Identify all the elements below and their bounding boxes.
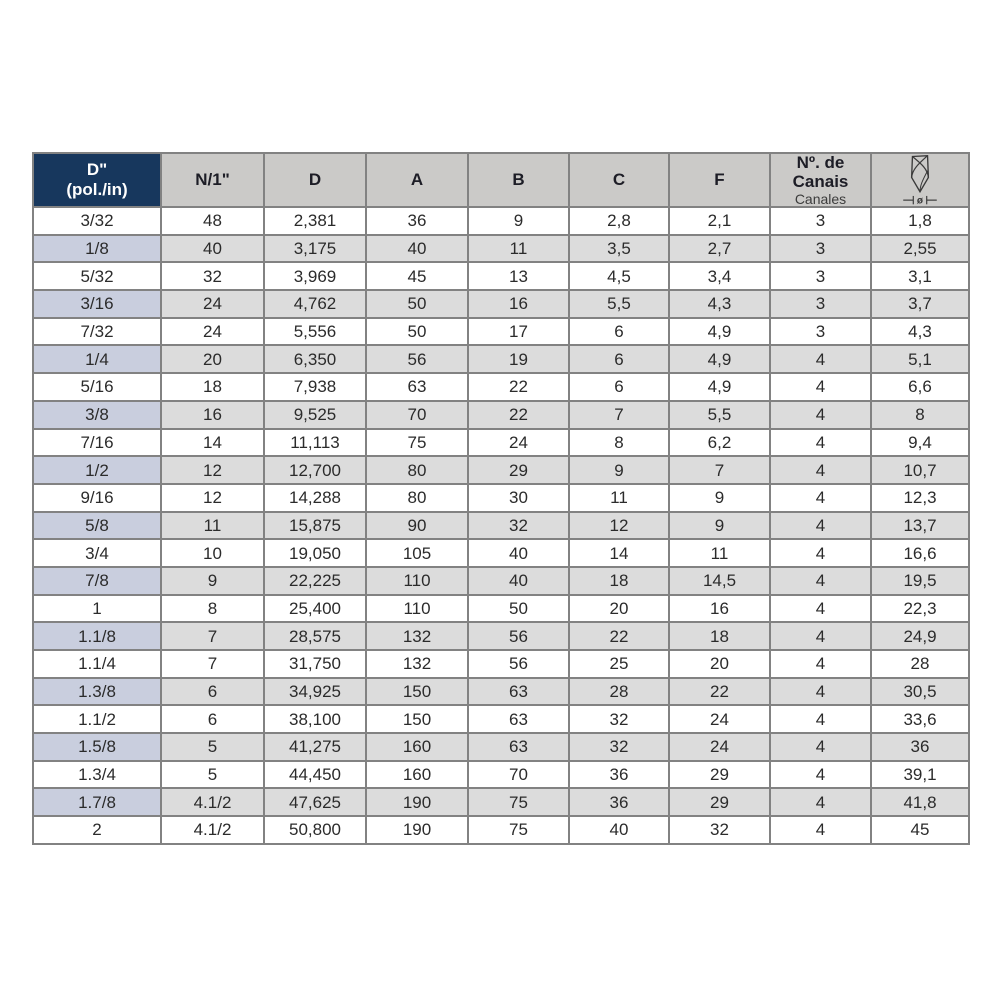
table-cell: 40 [468, 567, 569, 595]
table-cell: 4 [770, 622, 871, 650]
table-cell: 63 [468, 733, 569, 761]
table-row [33, 816, 969, 844]
table-cell: 56 [468, 650, 569, 678]
table-cell: 4,9 [669, 345, 770, 373]
table-cell: 40 [366, 235, 468, 263]
table-cell: 11 [468, 235, 569, 263]
table-cell: 9 [161, 567, 264, 595]
table-cell: 36 [366, 207, 468, 235]
table-cell: 22 [569, 622, 669, 650]
table-cell: 45 [871, 816, 969, 844]
table-cell: 31,750 [264, 650, 366, 678]
table-cell: 56 [366, 345, 468, 373]
table-cell: 30 [468, 484, 569, 512]
table-cell: 19,050 [264, 539, 366, 567]
table-cell: 9 [669, 484, 770, 512]
table-cell: 4 [770, 567, 871, 595]
table-row [33, 788, 969, 816]
table-cell: 34,925 [264, 678, 366, 706]
table-cell: 7 [161, 650, 264, 678]
table-cell: 7 [569, 401, 669, 429]
table-cell: 13,7 [871, 512, 969, 540]
table-cell: 16 [669, 595, 770, 623]
table-cell: 9 [669, 512, 770, 540]
table-cell: 4 [770, 512, 871, 540]
table-cell: 40 [161, 235, 264, 263]
table-row [33, 705, 969, 733]
table-cell: 29 [669, 788, 770, 816]
table-cell: 50 [366, 290, 468, 318]
svg-text:ø: ø [916, 195, 924, 206]
table-cell: 29 [468, 456, 569, 484]
table-cell: 29 [669, 761, 770, 789]
table-cell: 132 [366, 650, 468, 678]
table-cell: 10 [161, 539, 264, 567]
table-cell: 40 [468, 539, 569, 567]
table-cell: 9 [569, 456, 669, 484]
table-cell: 1.1/8 [33, 622, 161, 650]
table-row [33, 373, 969, 401]
table-cell: 6,6 [871, 373, 969, 401]
table-cell: 1/4 [33, 345, 161, 373]
header-f: F [669, 153, 770, 207]
table-cell: 75 [468, 788, 569, 816]
table-cell: 1,8 [871, 207, 969, 235]
table-cell: 150 [366, 678, 468, 706]
table-cell: 44,450 [264, 761, 366, 789]
table-cell: 14,5 [669, 567, 770, 595]
table-cell: 3 [770, 262, 871, 290]
table-cell: 5,5 [669, 401, 770, 429]
table-cell: 18 [669, 622, 770, 650]
table-cell: 24,9 [871, 622, 969, 650]
table-cell: 3 [770, 235, 871, 263]
table-cell: 32 [569, 705, 669, 733]
table-row [33, 290, 969, 318]
table-cell: 80 [366, 456, 468, 484]
table-cell: 2,55 [871, 235, 969, 263]
table-cell: 9 [468, 207, 569, 235]
table-cell: 6 [569, 345, 669, 373]
table-cell: 7/8 [33, 567, 161, 595]
table-row [33, 733, 969, 761]
table-body [33, 207, 969, 844]
table-cell: 9,4 [871, 429, 969, 457]
table-cell: 28 [871, 650, 969, 678]
table-cell: 19,5 [871, 567, 969, 595]
table-cell: 39,1 [871, 761, 969, 789]
header-n-per-inch: N/1" [161, 153, 264, 207]
table-cell: 25 [569, 650, 669, 678]
table-row [33, 761, 969, 789]
table-cell: 4 [770, 650, 871, 678]
table-cell: 2 [33, 816, 161, 844]
header-a: A [366, 153, 468, 207]
table-cell: 63 [468, 705, 569, 733]
table-cell: 4 [770, 705, 871, 733]
table-cell: 32 [569, 733, 669, 761]
table-cell: 12,700 [264, 456, 366, 484]
table-cell: 75 [366, 429, 468, 457]
table-cell: 4,762 [264, 290, 366, 318]
table-cell: 11 [669, 539, 770, 567]
table-cell: 1.1/4 [33, 650, 161, 678]
table-cell: 41,275 [264, 733, 366, 761]
table-row [33, 262, 969, 290]
table-cell: 63 [366, 373, 468, 401]
table-cell: 22 [468, 401, 569, 429]
table-cell: 14 [569, 539, 669, 567]
table-cell: 36 [569, 788, 669, 816]
table-cell: 33,6 [871, 705, 969, 733]
table-cell: 16,6 [871, 539, 969, 567]
table-cell: 1.1/2 [33, 705, 161, 733]
table-row [33, 456, 969, 484]
table-cell: 4 [770, 595, 871, 623]
table-cell: 50,800 [264, 816, 366, 844]
header-flutes [770, 153, 871, 207]
table-cell: 4.1/2 [161, 816, 264, 844]
table-cell: 4.1/2 [161, 788, 264, 816]
table-row [33, 401, 969, 429]
table-row [33, 318, 969, 346]
table-row [33, 595, 969, 623]
table-cell: 20 [569, 595, 669, 623]
table-cell: 5/32 [33, 262, 161, 290]
table-cell: 50 [468, 595, 569, 623]
table-cell: 6,350 [264, 345, 366, 373]
header-d-inches [33, 153, 161, 207]
table-cell: 30,5 [871, 678, 969, 706]
table-cell: 3 [770, 207, 871, 235]
table-cell: 15,875 [264, 512, 366, 540]
table-cell: 1.7/8 [33, 788, 161, 816]
table-cell: 4 [770, 733, 871, 761]
table-cell: 5,1 [871, 345, 969, 373]
table-cell: 3/16 [33, 290, 161, 318]
table-cell: 3/32 [33, 207, 161, 235]
table-cell: 8 [161, 595, 264, 623]
table-cell: 48 [161, 207, 264, 235]
table-cell: 4 [770, 539, 871, 567]
table-cell: 6 [161, 705, 264, 733]
table-cell: 70 [366, 401, 468, 429]
table-row [33, 567, 969, 595]
table-row [33, 622, 969, 650]
table-cell: 5 [161, 733, 264, 761]
table-cell: 22,3 [871, 595, 969, 623]
table-cell: 4 [770, 484, 871, 512]
table-cell: 12 [161, 484, 264, 512]
table-cell: 36 [569, 761, 669, 789]
header-row [33, 153, 969, 207]
table-cell: 10,7 [871, 456, 969, 484]
spec-table-wrapper [32, 152, 968, 845]
table-cell: 24 [669, 733, 770, 761]
table-cell: 3/4 [33, 539, 161, 567]
header-d-mm: D [264, 153, 366, 207]
table-cell: 22 [468, 373, 569, 401]
drill-spec-table [32, 152, 970, 845]
table-cell: 16 [161, 401, 264, 429]
table-cell: 9,525 [264, 401, 366, 429]
table-cell: 24 [669, 705, 770, 733]
table-cell: 132 [366, 622, 468, 650]
table-cell: 32 [468, 512, 569, 540]
table-cell: 110 [366, 567, 468, 595]
table-cell: 28,575 [264, 622, 366, 650]
header-d-inches-line1: D" [86, 160, 108, 180]
table-cell: 50 [366, 318, 468, 346]
table-cell: 3 [770, 290, 871, 318]
table-cell: 17 [468, 318, 569, 346]
table-cell: 1/2 [33, 456, 161, 484]
header-flutes-line1: Nº. de [796, 153, 845, 173]
table-row [33, 650, 969, 678]
header-flutes-line2: Canais [792, 172, 849, 191]
table-cell: 41,8 [871, 788, 969, 816]
table-cell: 3,4 [669, 262, 770, 290]
table-cell: 1.3/8 [33, 678, 161, 706]
table-cell: 12 [569, 512, 669, 540]
table-cell: 6 [569, 318, 669, 346]
table-cell: 4 [770, 373, 871, 401]
table-cell: 25,400 [264, 595, 366, 623]
table-row [33, 539, 969, 567]
table-cell: 4 [770, 429, 871, 457]
table-row [33, 429, 969, 457]
table-cell: 4,5 [569, 262, 669, 290]
table-cell: 7,938 [264, 373, 366, 401]
table-cell: 70 [468, 761, 569, 789]
header-flutes-sub: Canales [794, 190, 847, 207]
table-cell: 7 [161, 622, 264, 650]
table-cell: 3,175 [264, 235, 366, 263]
table-cell: 63 [468, 678, 569, 706]
table-cell: 3 [770, 318, 871, 346]
table-cell: 13 [468, 262, 569, 290]
table-cell: 20 [669, 650, 770, 678]
table-cell: 3,7 [871, 290, 969, 318]
table-cell: 2,1 [669, 207, 770, 235]
table-cell: 3/8 [33, 401, 161, 429]
table-cell: 4 [770, 678, 871, 706]
table-cell: 7 [669, 456, 770, 484]
table-cell: 5,5 [569, 290, 669, 318]
table-cell: 12,3 [871, 484, 969, 512]
table-cell: 4 [770, 761, 871, 789]
table-cell: 38,100 [264, 705, 366, 733]
table-cell: 22,225 [264, 567, 366, 595]
table-cell: 105 [366, 539, 468, 567]
table-cell: 14,288 [264, 484, 366, 512]
table-cell: 16 [468, 290, 569, 318]
table-cell: 3,969 [264, 262, 366, 290]
table-row [33, 678, 969, 706]
header-b: B [468, 153, 569, 207]
table-cell: 8 [871, 401, 969, 429]
table-row [33, 207, 969, 235]
table-cell: 19 [468, 345, 569, 373]
table-cell: 1.3/4 [33, 761, 161, 789]
table-cell: 36 [871, 733, 969, 761]
table-cell: 75 [468, 816, 569, 844]
table-cell: 18 [161, 373, 264, 401]
table-cell: 28 [569, 678, 669, 706]
table-cell: 3,5 [569, 235, 669, 263]
table-cell: 4 [770, 816, 871, 844]
table-cell: 4,9 [669, 373, 770, 401]
table-header [33, 153, 969, 207]
table-cell: 24 [161, 318, 264, 346]
header-d-inches-line2: (pol./in) [66, 180, 128, 199]
table-cell: 4,9 [669, 318, 770, 346]
table-cell: 24 [468, 429, 569, 457]
table-cell: 11 [569, 484, 669, 512]
table-cell: 6 [161, 678, 264, 706]
table-cell: 5/16 [33, 373, 161, 401]
table-cell: 1 [33, 595, 161, 623]
table-cell: 190 [366, 788, 468, 816]
table-cell: 32 [161, 262, 264, 290]
table-cell: 47,625 [264, 788, 366, 816]
table-cell: 40 [569, 816, 669, 844]
table-cell: 4 [770, 456, 871, 484]
table-cell: 14 [161, 429, 264, 457]
table-cell: 32 [669, 816, 770, 844]
table-cell: 22 [669, 678, 770, 706]
header-diameter [871, 153, 969, 207]
table-cell: 18 [569, 567, 669, 595]
table-cell: 110 [366, 595, 468, 623]
table-cell: 20 [161, 345, 264, 373]
table-cell: 1.5/8 [33, 733, 161, 761]
table-cell: 56 [468, 622, 569, 650]
table-cell: 2,7 [669, 235, 770, 263]
table-cell: 80 [366, 484, 468, 512]
table-cell: 3,1 [871, 262, 969, 290]
drill-bit-icon [872, 154, 968, 206]
table-row [33, 345, 969, 373]
table-cell: 5 [161, 761, 264, 789]
table-cell: 11 [161, 512, 264, 540]
table-cell: 9/16 [33, 484, 161, 512]
table-cell: 8 [569, 429, 669, 457]
table-row [33, 484, 969, 512]
table-cell: 150 [366, 705, 468, 733]
table-cell: 190 [366, 816, 468, 844]
table-cell: 4,3 [669, 290, 770, 318]
table-cell: 6 [569, 373, 669, 401]
table-cell: 45 [366, 262, 468, 290]
table-cell: 1/8 [33, 235, 161, 263]
table-cell: 11,113 [264, 429, 366, 457]
header-c: C [569, 153, 669, 207]
table-cell: 4 [770, 788, 871, 816]
table-cell: 5/8 [33, 512, 161, 540]
table-cell: 160 [366, 733, 468, 761]
table-cell: 4,3 [871, 318, 969, 346]
table-cell: 160 [366, 761, 468, 789]
table-cell: 6,2 [669, 429, 770, 457]
table-cell: 2,8 [569, 207, 669, 235]
table-cell: 90 [366, 512, 468, 540]
table-cell: 5,556 [264, 318, 366, 346]
table-row [33, 512, 969, 540]
table-row [33, 235, 969, 263]
table-cell: 2,381 [264, 207, 366, 235]
table-cell: 4 [770, 401, 871, 429]
table-cell: 7/32 [33, 318, 161, 346]
table-cell: 24 [161, 290, 264, 318]
table-cell: 7/16 [33, 429, 161, 457]
table-cell: 4 [770, 345, 871, 373]
table-cell: 12 [161, 456, 264, 484]
